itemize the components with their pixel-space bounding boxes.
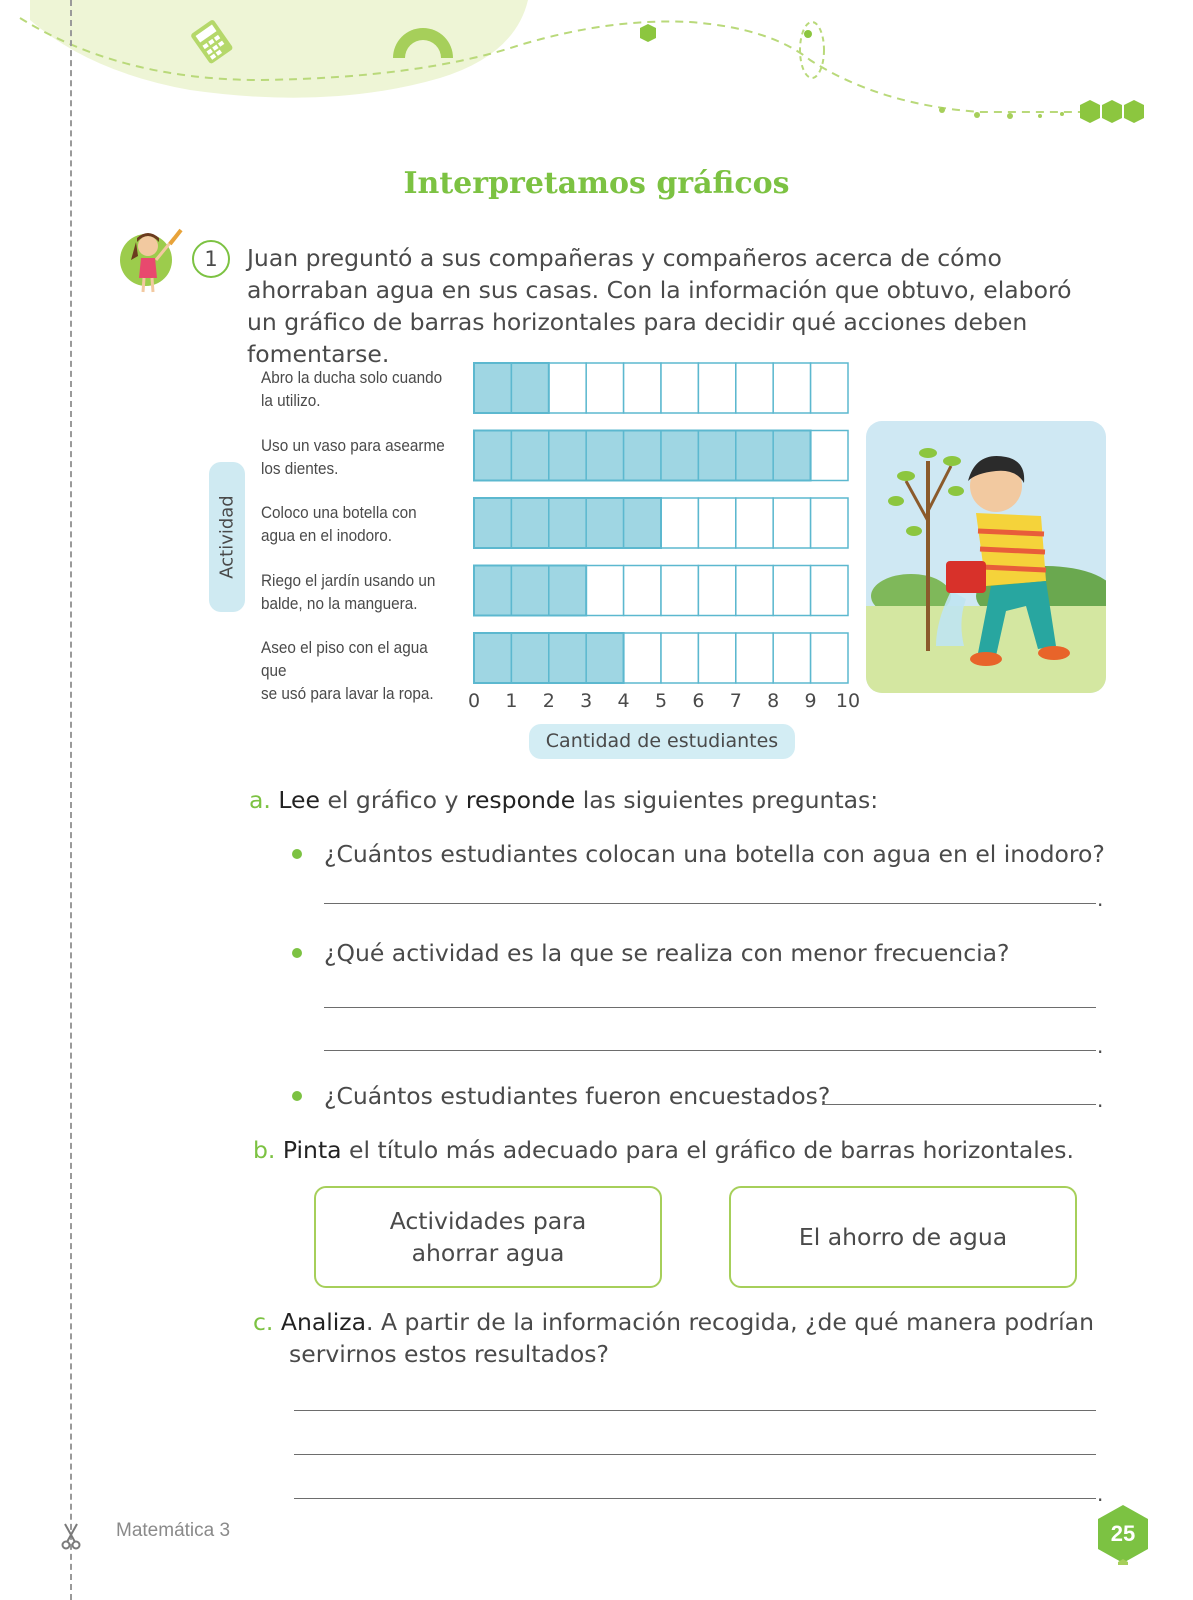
category-label-line: Abro la ducha solo cuando xyxy=(261,368,443,387)
bar-cell-filled xyxy=(474,633,511,683)
x-tick-label: 3 xyxy=(580,690,593,712)
part-a-letter: a. xyxy=(249,786,271,814)
answer-line-2a[interactable] xyxy=(324,1007,1096,1008)
bar-cell-filled xyxy=(511,498,548,548)
bar-cell-filled xyxy=(698,431,735,481)
bar-cell-filled xyxy=(511,431,548,481)
x-tick-label: 5 xyxy=(654,690,668,712)
boy-watering-tree-illustration xyxy=(866,421,1106,693)
bar-cell-filled xyxy=(474,566,511,616)
category-label xyxy=(261,501,450,547)
option-1-line-2: ahorrar agua xyxy=(411,1239,565,1267)
bar-cell-empty xyxy=(773,363,810,413)
bar-cell-empty xyxy=(624,566,661,616)
bar-cell-filled xyxy=(511,633,548,683)
bar-cell-filled xyxy=(549,431,586,481)
category-label-line: los dientes. xyxy=(261,458,339,478)
bar-cell-empty xyxy=(624,633,661,683)
question-2: ¿Qué actividad es la que se realiza con menor frecuencia? xyxy=(324,939,1010,967)
bar-cell-filled xyxy=(511,566,548,616)
header-decoration xyxy=(0,0,1193,130)
bullet xyxy=(292,1091,302,1101)
x-tick-label: 8 xyxy=(767,690,780,712)
category-label-line: Uso un vaso para asearme xyxy=(261,435,445,455)
part-c-letter: c. xyxy=(253,1308,274,1336)
answer-line-3[interactable] xyxy=(822,1104,1096,1105)
bar-cell-empty xyxy=(736,363,773,413)
answer-end-mark: . xyxy=(1097,1034,1104,1058)
bar-cell-empty xyxy=(661,498,698,548)
answer-end-mark: . xyxy=(1097,1088,1104,1112)
bar-cell-empty xyxy=(698,363,735,413)
bar-cell-filled xyxy=(661,431,698,481)
bar-cell-filled xyxy=(586,431,623,481)
bar-cell-empty xyxy=(736,566,773,616)
category-label-line: se usó para lavar la ropa. xyxy=(261,684,434,703)
bar-cell-empty xyxy=(773,566,810,616)
x-tick-label: 7 xyxy=(729,690,742,712)
bar-cell-empty xyxy=(698,566,735,616)
answer-line-c3[interactable] xyxy=(294,1498,1096,1499)
bar-cell-empty xyxy=(811,566,848,616)
cut-line xyxy=(70,0,72,1600)
bar-cell-filled xyxy=(474,431,511,481)
category-label-line: Riego el jardín usando un xyxy=(261,570,436,590)
bar-cell-empty xyxy=(624,363,661,413)
bar-cell-filled xyxy=(474,363,511,413)
bar-cell-empty xyxy=(811,633,848,683)
question-3: ¿Cuántos estudiantes fueron encuestados? xyxy=(324,1082,831,1110)
bar-cell-empty xyxy=(811,363,848,413)
part-c-instruction xyxy=(253,1306,1113,1370)
girl-pencil-icon xyxy=(118,226,184,296)
x-tick-label: 6 xyxy=(692,690,705,712)
bar-cell-filled xyxy=(586,633,623,683)
question-1: ¿Cuántos estudiantes colocan una botella con agua en el inodoro? xyxy=(324,840,1105,868)
category-label-line: Coloco una botella con xyxy=(261,503,417,522)
bar-cell-empty xyxy=(586,566,623,616)
bar-cell-empty xyxy=(661,363,698,413)
scissors-icon xyxy=(60,1522,82,1550)
category-label xyxy=(261,366,450,412)
part-a-verb-responde: responde xyxy=(465,786,576,814)
bar-cell-filled xyxy=(549,633,586,683)
bar-cell-empty xyxy=(698,498,735,548)
y-axis-label xyxy=(209,462,245,612)
category-label-line: Aseo el piso con el agua que xyxy=(261,638,428,680)
bar-cell-filled xyxy=(773,431,810,481)
bar-cell-empty xyxy=(736,498,773,548)
page-number: 25 xyxy=(1110,1521,1136,1546)
bar-cell-filled xyxy=(549,566,586,616)
bar-cell-filled xyxy=(586,498,623,548)
y-axis-label-text: Actividad xyxy=(216,495,238,579)
page-number-badge xyxy=(1092,1503,1154,1565)
x-axis-label: Cantidad de estudiantes xyxy=(529,724,795,759)
bar-cell-empty xyxy=(549,363,586,413)
bullet xyxy=(292,849,302,859)
page-title: Interpretamos gráficos xyxy=(403,166,790,201)
category-label xyxy=(261,434,450,480)
part-a-instruction xyxy=(249,784,878,816)
title-option-2[interactable] xyxy=(729,1186,1077,1288)
bar-cell-filled xyxy=(624,498,661,548)
bar-cell-empty xyxy=(811,431,848,481)
answer-line-c2[interactable] xyxy=(294,1454,1096,1455)
category-label-line: balde, no la manguera. xyxy=(261,593,418,613)
category-label xyxy=(261,569,450,615)
category-label-line: la utilizo. xyxy=(261,391,321,410)
activity-number: 1 xyxy=(192,240,230,278)
part-b-instruction xyxy=(253,1134,1074,1166)
part-c-verb: Analiza xyxy=(280,1308,367,1336)
book-name: Matemática 3 xyxy=(116,1520,231,1541)
bar-cell-filled xyxy=(474,498,511,548)
x-tick-label: 4 xyxy=(617,690,630,712)
part-a-text2: las siguientes preguntas: xyxy=(575,786,879,814)
category-label-line: agua en el inodoro. xyxy=(261,526,393,545)
part-b-text: el título más adecuado para el gráfico de barras horizontales. xyxy=(341,1136,1074,1164)
answer-line-1[interactable] xyxy=(324,903,1096,904)
bullet xyxy=(292,948,302,958)
bar-cell-filled xyxy=(549,498,586,548)
bar-cell-empty xyxy=(736,633,773,683)
option-1-line-1: Actividades para xyxy=(389,1207,587,1235)
bar-cell-empty xyxy=(586,363,623,413)
cube-icon xyxy=(640,24,656,42)
part-b-verb: Pinta xyxy=(282,1136,342,1164)
bar-cell-filled xyxy=(736,431,773,481)
title-option-1[interactable] xyxy=(314,1186,662,1288)
bar-cell-empty xyxy=(773,633,810,683)
bar-cell-empty xyxy=(661,566,698,616)
part-a-verb-lee: Lee xyxy=(278,786,320,814)
answer-line-2b[interactable] xyxy=(324,1050,1096,1051)
bar-cell-empty xyxy=(811,498,848,548)
answer-line-c1[interactable] xyxy=(294,1410,1096,1411)
x-tick-label: 10 xyxy=(835,690,861,712)
bar-cell-empty xyxy=(661,633,698,683)
answer-end-mark: . xyxy=(1097,887,1104,911)
option-2-line-1: El ahorro de agua xyxy=(798,1223,1008,1251)
part-b-letter: b. xyxy=(253,1136,276,1164)
part-a-text1: el gráfico y xyxy=(319,786,466,814)
bar-cell-empty xyxy=(773,498,810,548)
x-tick-label: 1 xyxy=(505,690,518,712)
x-tick-label: 9 xyxy=(804,690,817,712)
bar-cell-empty xyxy=(698,633,735,683)
bar-cell-filled xyxy=(511,363,548,413)
x-tick-label: 0 xyxy=(467,690,481,712)
bar-cell-filled xyxy=(624,431,661,481)
activity-intro: Juan preguntó a sus compañeras y compañeros acerca de cómo ahorraban agua en sus casas. Con la información que obtuvo, elaboró un gráfico de barras horizontales para decidir qué acciones deben fomentarse. xyxy=(247,244,1072,368)
answer-end-mark: . xyxy=(1097,1482,1104,1506)
part-c-text-1: . A partir de la información recogida, ¿de qué manera podrían xyxy=(366,1308,1094,1336)
bar-chart xyxy=(460,355,870,715)
category-label xyxy=(261,636,450,705)
x-tick-label: 2 xyxy=(542,690,555,712)
part-c-text-2: servirnos estos resultados? xyxy=(289,1340,609,1368)
